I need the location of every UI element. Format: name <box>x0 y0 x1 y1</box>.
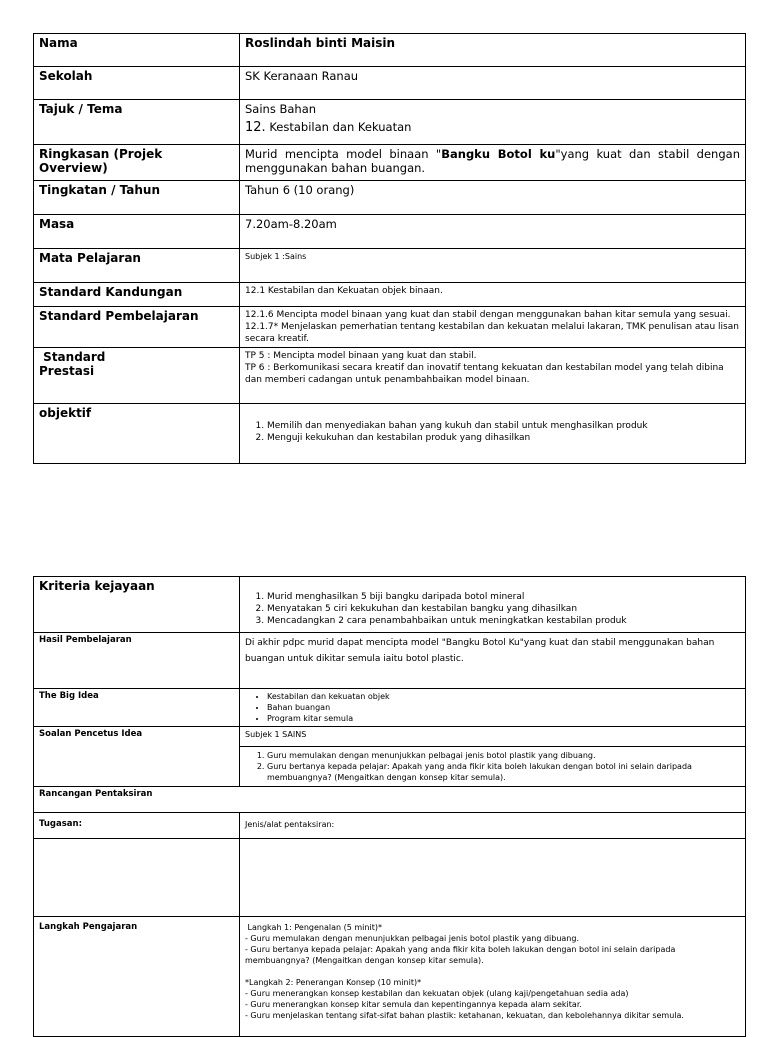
row-rancangan <box>34 787 746 813</box>
row-sekolah <box>34 67 746 100</box>
tajuk-text: Kestabilan dan Kekuatan <box>265 120 412 134</box>
row-tajuk <box>34 100 746 145</box>
row-mata <box>34 249 746 283</box>
row-tugasan-detail <box>34 839 746 917</box>
pembelajaran-line1: 12.1.6 Mencipta model binaan yang kuat dan stabil dengan menggunakan bahan kitar semula yang sesuai. <box>245 310 731 320</box>
row-kriteria <box>34 577 746 633</box>
langkah-line: Langkah 1: Pengenalan (5 minit)* <box>245 923 382 932</box>
lesson-info-table <box>33 33 746 464</box>
langkah-line: - Guru memulakan dengan menunjukkan pelbagai jenis botol plastik yang dibuang. <box>245 934 579 943</box>
lesson-plan-table <box>33 576 746 1037</box>
prestasi-line1: TP 5 : Mencipta model binaan yang kuat dan stabil. <box>245 351 477 361</box>
list-item: 1. Murid menghasilkan 5 biji bangku daripada botol mineral <box>267 591 740 603</box>
value-ringkasan <box>240 145 746 181</box>
label-bigidea: The Big Idea <box>34 689 240 727</box>
value-masa: 7.20am-8.20am <box>240 215 746 249</box>
ringkasan-pre: Murid mencipta model binaan " <box>245 147 442 161</box>
langkah-line: - Guru menerangkan konsep kestabilan dan kekuatan objek (ulang kaji/pengetahuan sedia ada) <box>245 989 629 998</box>
value-kandungan: 12.1 Kestabilan dan Kekuatan objek binaan. <box>240 283 746 307</box>
list-item: • Bahan buangan <box>267 702 740 713</box>
value-tugasan: Jenis/alat pentaksiran: <box>240 813 746 839</box>
value-soalan <box>240 727 746 787</box>
tugasan-detail-left <box>34 839 240 917</box>
row-ringkasan <box>34 145 746 181</box>
ringkasan-post: "yang kuat dan stabil dengan menggunakan bahan buangan. <box>245 147 740 175</box>
label-tajuk: Tajuk / Tema <box>34 100 240 145</box>
list-item: 2. Guru bertanya kepada pelajar: Apakah yang anda fikir kita boleh lakukan dengan botol ini selain daripada membuangnya? (Mengaitkan dengan konsep kitar semula). <box>267 761 740 783</box>
row-objektif <box>34 404 746 464</box>
list-item: 2. Menyatakan 5 ciri kekukuhan dan kestabilan bangku yang dihasilkan <box>267 603 740 615</box>
value-tajuk <box>240 100 746 145</box>
soalan-divider <box>240 746 745 747</box>
value-nama: Roslindah binti Maisin <box>240 34 746 67</box>
row-prestasi <box>34 348 746 404</box>
label-pembelajaran: Standard Pembelajaran <box>34 307 240 348</box>
label-nama: Nama <box>34 34 240 67</box>
label-tingkatan: Tingkatan / Tahun <box>34 181 240 215</box>
value-objektif <box>240 404 746 464</box>
value-mata: Subjek 1 :Sains <box>240 249 746 283</box>
row-hasil <box>34 633 746 689</box>
row-soalan <box>34 727 746 787</box>
bigidea-list <box>245 691 740 724</box>
tajuk-line1: Sains Bahan <box>245 102 317 116</box>
label-kandungan: Standard Kandungan <box>34 283 240 307</box>
row-tingkatan <box>34 181 746 215</box>
label-kriteria: Kriteria kejayaan <box>34 577 240 633</box>
row-bigidea <box>34 689 746 727</box>
label-hasil: Hasil Pembelajaran <box>34 633 240 689</box>
list-item: 1. Guru memulakan dengan menunjukkan pelbagai jenis botol plastik yang dibuang. <box>267 750 740 761</box>
list-item: 2. Menguji kekukuhan dan kestabilan produk yang dihasilkan <box>267 432 740 444</box>
row-masa <box>34 215 746 249</box>
label-ringkasan: Ringkasan (Projek Overview) <box>34 145 240 181</box>
label-sekolah: Sekolah <box>34 67 240 100</box>
soalan-head: Subjek 1 SAINS <box>245 730 307 739</box>
list-item: • Program kitar semula <box>267 713 740 724</box>
value-langkah <box>240 917 746 1037</box>
list-item: 3. Mencadangkan 2 cara penambahbaikan untuk meningkatkan kestabilan produk <box>267 615 740 627</box>
kriteria-list <box>245 591 740 627</box>
label-soalan: Soalan Pencetus Idea <box>34 727 240 787</box>
row-langkah <box>34 917 746 1037</box>
value-bigidea <box>240 689 746 727</box>
value-tingkatan: Tahun 6 (10 orang) <box>240 181 746 215</box>
row-pembelajaran <box>34 307 746 348</box>
langkah-line: - Guru menjelaskan tentang sifat-sifat bahan plastik: ketahanan, kekuatan, dan kebolehannya dikitar semula. <box>245 1011 684 1020</box>
value-kriteria <box>240 577 746 633</box>
value-sekolah: SK Keranaan Ranau <box>240 67 746 100</box>
label-mata: Mata Pelajaran <box>34 249 240 283</box>
list-item: 1. Memilih dan menyediakan bahan yang kukuh dan stabil untuk menghasilkan produk <box>267 420 740 432</box>
label-objektif: objektif <box>34 404 240 464</box>
tugasan-detail-right <box>240 839 746 917</box>
prestasi-line2: TP 6 : Berkomunikasi secara kreatif dan inovatif tentang kekuatan dan kestabilan model yang telah dibina dan memberi cadangan untuk penambahbaikan model binaan. <box>245 363 724 385</box>
row-kandungan <box>34 283 746 307</box>
ringkasan-bold: Bangku Botol ku <box>441 147 556 161</box>
value-prestasi <box>240 348 746 404</box>
objektif-list <box>245 420 740 444</box>
value-hasil: Di akhir pdpc murid dapat mencipta model "Bangku Botol Ku"yang kuat dan stabil menggunakan bahan buangan untuk dikitar semula iaitu botol plastic. <box>240 633 746 689</box>
label-tugasan: Tugasan: <box>34 813 240 839</box>
label-prestasi <box>34 348 240 404</box>
tajuk-line2 <box>245 120 740 135</box>
prestasi-label1: Standard <box>39 350 106 364</box>
tajuk-number: 12. <box>245 120 266 135</box>
label-masa: Masa <box>34 215 240 249</box>
row-tugasan <box>34 813 746 839</box>
pembelajaran-line2: 12.1.7* Menjelaskan pemerhatian tentang kestabilan dan kekuatan melalui lakaran, TMK penulisan atau lisan secara kreatif. <box>245 322 739 344</box>
label-rancangan: Rancangan Pentaksiran <box>34 787 746 813</box>
prestasi-label2: Prestasi <box>39 364 95 378</box>
list-item: • Kestabilan dan kekuatan objek <box>267 691 740 702</box>
langkah-line: - Guru menerangkan konsep kitar semula dan kepentingannya kepada alam sekitar. <box>245 1000 582 1009</box>
value-pembelajaran <box>240 307 746 348</box>
row-nama <box>34 34 746 67</box>
soalan-list <box>245 750 740 783</box>
label-langkah: Langkah Pengajaran <box>34 917 240 1037</box>
langkah-line <box>245 966 740 977</box>
langkah-line: - Guru bertanya kepada pelajar: Apakah yang anda fikir kita boleh lakukan dengan botol ini selain daripada membuangnya? (Mengaitkan dengan konsep kitar semula). <box>245 945 676 965</box>
langkah-line: *Langkah 2: Penerangan Konsep (10 minit)* <box>245 978 422 987</box>
